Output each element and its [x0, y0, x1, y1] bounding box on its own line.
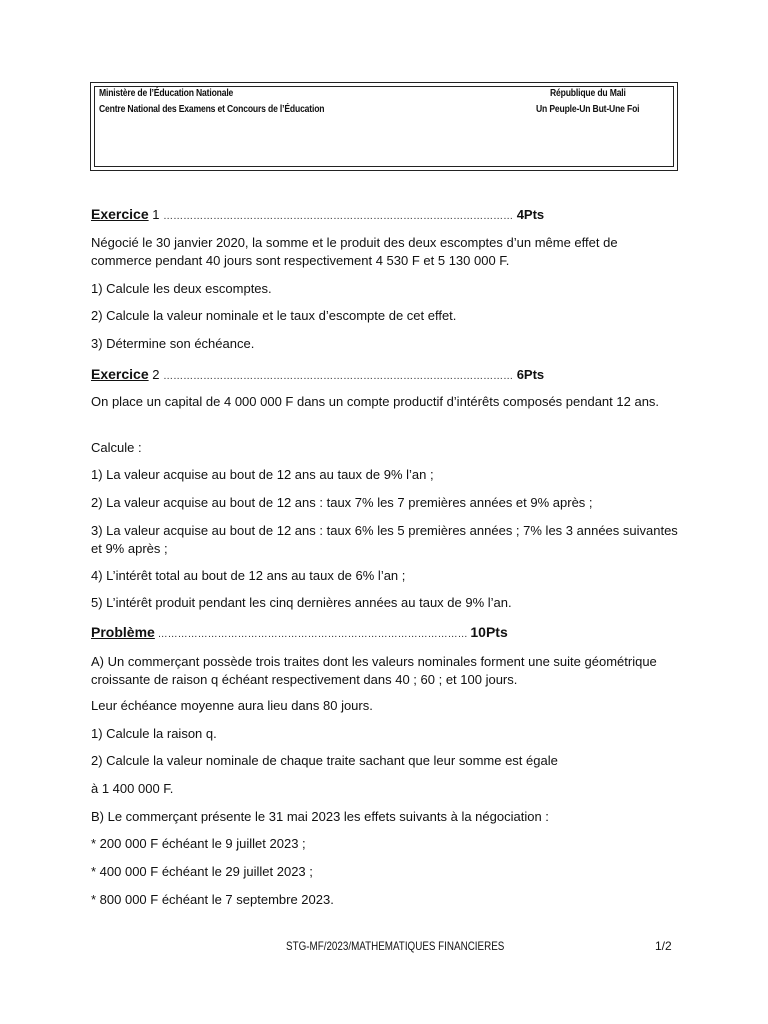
problem-a-question-1: 1) Calcule la raison q. — [91, 726, 217, 741]
problem-b-item-2: * 400 000 F échéant le 29 juillet 2023 ; — [91, 864, 313, 879]
exercise-1-title: Exercice — [91, 206, 149, 222]
exercise-2-question-4: 4) L’intérêt total au bout de 12 ans au taux de 6% l’an ; — [91, 568, 406, 583]
problem-points: 10Pts — [470, 624, 508, 640]
problem-b-item-3: * 800 000 F échéant le 7 septembre 2023. — [91, 892, 334, 907]
exercise-1-question-3: 3) Détermine son échéance. — [91, 336, 255, 351]
exercise-2-question-2: 2) La valeur acquise au bout de 12 ans : taux 7% les 7 premières années et 9% après ; — [91, 495, 593, 510]
exercise-1-points: 4Pts — [513, 207, 545, 222]
problem-title: Problème — [91, 624, 155, 640]
problem-a-line-2: Leur échéance moyenne aura lieu dans 80 jours. — [91, 698, 373, 713]
exercise-2-question-3: 3) La valeur acquise au bout de 12 ans : taux 6% les 5 premières années ; 7% les 3 années suivantes et 9% après ; — [91, 523, 678, 556]
exercise-2-points: 6Pts — [513, 367, 545, 382]
problem-heading — [91, 624, 508, 640]
problem-a-question-2-cont: à 1 400 000 F. — [91, 781, 174, 796]
exercise-2-number: 2 — [148, 367, 164, 382]
exercise-2-calc-label: Calcule : — [91, 440, 142, 455]
footer-code: STG-MF/2023/MATHEMATIQUES FINANCIERES — [286, 939, 505, 953]
exercise-2-statement: On place un capital de 4 000 000 F dans un compte productif d’intérêts composés pendant 12 ans. — [91, 394, 660, 409]
exercise-2-question-5: 5) L’intérêt produit pendant les cinq dernières années au taux de 9% l’an. — [91, 595, 512, 610]
exercise-1-statement: Négocié le 30 janvier 2020, la somme et le produit des deux escomptes d’un même effet de commerce pendant 40 jours sont respectivement 4 530 F et 5 130 000 F. — [91, 235, 618, 268]
exercise-1-question-1: 1) Calcule les deux escomptes. — [91, 281, 272, 296]
page-number: 1/2 — [655, 939, 672, 953]
problem-a-statement: A) Un commerçant possède trois traites dont les valeurs nominales forment une suite géométrique croissante de raison q échéant respectivement dans 40 ; 60 ; et 100 jours. — [91, 654, 657, 687]
ministry-label: Ministère de l’Éducation Nationale — [99, 88, 234, 99]
problem-b-statement: B) Le commerçant présente le 31 mai 2023 les effets suivants à la négociation : — [91, 809, 549, 824]
exercise-2-question-1: 1) La valeur acquise au bout de 12 ans au taux de 9% l’an ; — [91, 467, 434, 482]
problem-b-item-1: * 200 000 F échéant le 9 juillet 2023 ; — [91, 836, 306, 851]
exercise-2-title: Exercice — [91, 366, 149, 382]
exercise-1-number: 1 — [148, 207, 164, 222]
problem-dots: ………………………………………………………………………………… — [154, 629, 471, 640]
country-label: République du Mali — [550, 88, 626, 99]
exercise-2-dots: …………………………………………………………………………………………… — [163, 371, 514, 382]
exercise-1-question-2: 2) Calcule la valeur nominale et le taux d’escompte de cet effet. — [91, 308, 457, 323]
exercise-1-dots: …………………………………………………………………………………………… — [163, 211, 514, 222]
motto-label: Un Peuple-Un But-Une Foi — [536, 104, 640, 115]
problem-a-question-2: 2) Calcule la valeur nominale de chaque traite sachant que leur somme est égale — [91, 753, 558, 768]
exercise-1-heading — [91, 206, 544, 222]
centre-label: Centre National des Examens et Concours de l’Éducation — [99, 104, 325, 115]
exercise-2-heading — [91, 366, 544, 382]
